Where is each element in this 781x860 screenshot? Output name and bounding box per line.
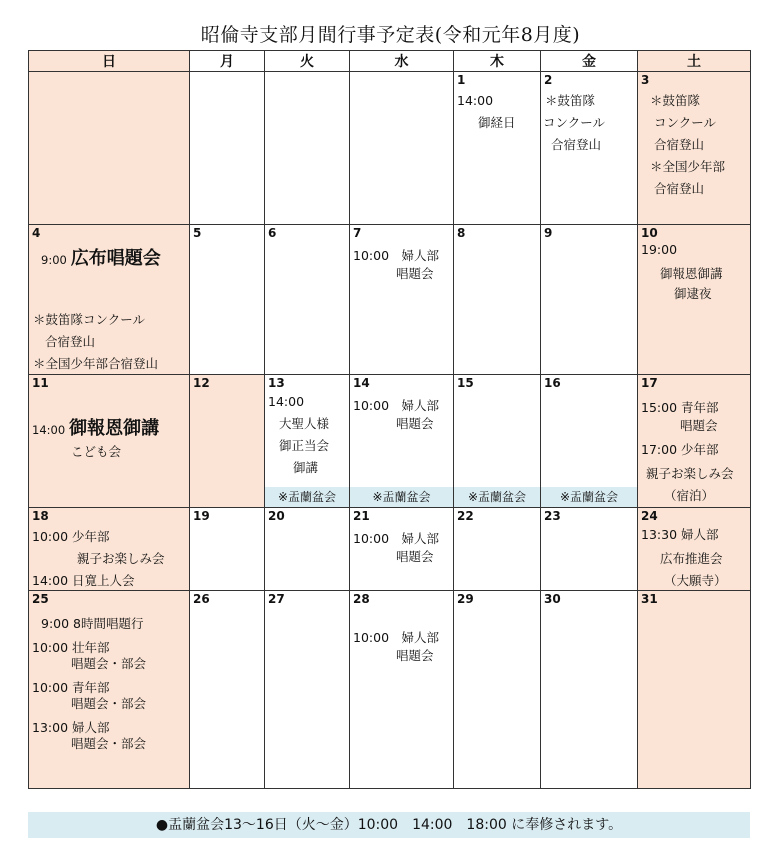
weekday-fri: 金 — [541, 51, 638, 72]
event-text: 10:00 婦人部 — [353, 248, 440, 263]
event-text: 唱題会 — [396, 266, 434, 281]
day-number: 9 — [544, 226, 553, 240]
event-text: 広布推進会 — [660, 551, 723, 566]
day-number: 29 — [457, 592, 474, 606]
event-text: 9:00 8時間唱題行 — [41, 616, 144, 631]
day-cell — [190, 225, 265, 375]
day-cell — [638, 375, 751, 508]
event-text: 14:00 日寛上人会 — [32, 573, 135, 588]
event-time: 19:00 — [641, 242, 678, 257]
day-cell — [454, 508, 541, 591]
day-number: 20 — [268, 509, 285, 523]
day-number: 24 — [641, 509, 658, 523]
event-text: 大聖人様 — [279, 416, 330, 431]
day-number: 5 — [193, 226, 202, 240]
event-text: 17:00 少年部 — [641, 442, 719, 457]
day-cell — [638, 225, 751, 375]
event-text: 唱題会 — [396, 549, 434, 564]
day-number: 7 — [353, 226, 362, 240]
day-number: 21 — [353, 509, 370, 523]
day-number: 26 — [193, 592, 210, 606]
day-cell — [350, 72, 454, 225]
event-text: 13:30 婦人部 — [641, 527, 719, 542]
day-cell — [350, 225, 454, 375]
day-cell — [265, 508, 350, 591]
footer-note: ●盂蘭盆会13～16日（火～金）10:00 14:00 18:00 に奉修されます。 — [28, 812, 750, 838]
event-text: ＊全国少年部 — [650, 159, 726, 174]
event-title: 広布唱題会 — [70, 248, 161, 269]
day-number: 17 — [641, 376, 658, 390]
day-cell — [638, 591, 751, 789]
event-text: 唱題会 — [680, 418, 718, 433]
weekday-thu: 木 — [454, 51, 541, 72]
event-text: 13:00 婦人部 — [32, 720, 110, 735]
weekday-tue: 火 — [265, 51, 350, 72]
event-text: 10:00 壮年部 — [32, 640, 110, 655]
event-text: こども会 — [71, 444, 122, 459]
event-text: 御講 — [293, 460, 319, 475]
day-cell — [454, 225, 541, 375]
day-cell — [541, 591, 638, 789]
event-text: コンクール — [543, 115, 606, 130]
day-number: 31 — [641, 592, 658, 606]
day-number: 8 — [457, 226, 466, 240]
day-cell — [29, 591, 190, 789]
day-cell — [265, 375, 350, 508]
event-text: 10:00 青年部 — [32, 680, 110, 695]
weekday-sun: 日 — [29, 51, 190, 72]
day-number: 14 — [353, 376, 370, 390]
day-number: 23 — [544, 509, 561, 523]
obon-banner: ※盂蘭盆会 — [350, 486, 453, 507]
day-number: 13 — [268, 376, 285, 390]
event-text: 15:00 青年部 — [641, 400, 719, 415]
event-text: ＊鼓笛隊 — [545, 93, 596, 108]
event-text: 合宿登山 — [654, 181, 705, 196]
weekday-wed: 水 — [350, 51, 454, 72]
event-text: （宿泊） — [664, 488, 715, 503]
day-cell — [350, 375, 454, 508]
event-text: 唱題会 — [396, 648, 434, 663]
obon-banner: ※盂蘭盆会 — [541, 486, 637, 507]
day-cell — [638, 72, 751, 225]
event-text: 10:00 婦人部 — [353, 531, 440, 546]
day-cell — [265, 72, 350, 225]
calendar-table — [28, 50, 751, 789]
day-cell — [541, 225, 638, 375]
event-time: 14:00 — [268, 394, 305, 409]
day-cell — [190, 72, 265, 225]
day-number: 3 — [641, 73, 650, 87]
day-number: 15 — [457, 376, 474, 390]
event-time: 14:00 — [32, 423, 66, 437]
day-cell — [29, 375, 190, 508]
day-number: 16 — [544, 376, 561, 390]
event-text: （大願寺） — [664, 573, 727, 588]
day-number: 30 — [544, 592, 561, 606]
page-title: 昭倫寺支部月間行事予定表(令和元年8月度) — [200, 24, 581, 46]
day-cell — [29, 508, 190, 591]
day-number: 11 — [32, 376, 49, 390]
day-cell — [350, 591, 454, 789]
event-text: 10:00 少年部 — [32, 529, 110, 544]
day-cell — [541, 508, 638, 591]
event-text: ＊鼓笛隊 — [650, 93, 701, 108]
event-text: 10:00 婦人部 — [353, 398, 440, 413]
event-text: 唱題会・部会 — [71, 656, 147, 671]
day-cell — [190, 375, 265, 508]
day-cell — [29, 225, 190, 375]
day-cell — [265, 591, 350, 789]
day-cell — [350, 508, 454, 591]
event-text: 合宿登山 — [45, 334, 96, 349]
event-title: 御報恩御講 — [69, 418, 160, 439]
day-number: 1 — [457, 73, 466, 87]
day-number: 12 — [193, 376, 210, 390]
event-text: 唱題会 — [396, 416, 434, 431]
day-cell — [190, 591, 265, 789]
event-time: 14:00 — [457, 93, 494, 108]
event-text: 御経日 — [478, 115, 516, 130]
day-cell — [454, 72, 541, 225]
day-cell — [29, 72, 190, 225]
day-number: 6 — [268, 226, 277, 240]
event-text: 唱題会・部会 — [71, 696, 147, 711]
week-row — [29, 72, 751, 225]
day-cell — [638, 508, 751, 591]
day-cell — [265, 225, 350, 375]
day-number: 4 — [32, 226, 41, 240]
day-number: 28 — [353, 592, 370, 606]
obon-banner: ※盂蘭盆会 — [454, 486, 540, 507]
day-number: 2 — [544, 73, 553, 87]
event-text: 唱題会・部会 — [71, 736, 147, 751]
day-number: 10 — [641, 226, 658, 240]
day-number: 19 — [193, 509, 210, 523]
weekday-sat: 土 — [638, 51, 751, 72]
event-text: コンクール — [654, 115, 717, 130]
week-row — [29, 591, 751, 789]
week-row — [29, 375, 751, 508]
obon-banner: ※盂蘭盆会 — [265, 486, 349, 507]
day-cell — [454, 375, 541, 508]
day-number: 25 — [32, 592, 49, 606]
event-text: 10:00 婦人部 — [353, 630, 440, 645]
event-text: ＊鼓笛隊コンクール — [33, 312, 146, 327]
event-text: 親子お楽しみ会 — [77, 551, 165, 566]
event-text: 御正当会 — [279, 438, 330, 453]
event-time: 9:00 — [41, 253, 67, 267]
event-text: 親子お楽しみ会 — [646, 466, 734, 481]
day-cell — [541, 375, 638, 508]
event-text: 御逮夜 — [674, 286, 712, 301]
event-text: ＊全国少年部合宿登山 — [33, 356, 159, 371]
day-cell — [190, 508, 265, 591]
weekday-header-row — [29, 51, 751, 72]
weekday-mon: 月 — [190, 51, 265, 72]
day-number: 27 — [268, 592, 285, 606]
day-number: 22 — [457, 509, 474, 523]
day-cell — [541, 72, 638, 225]
event-text: 合宿登山 — [654, 137, 705, 152]
day-cell — [454, 591, 541, 789]
week-row — [29, 508, 751, 591]
day-number: 18 — [32, 509, 49, 523]
event-text: 合宿登山 — [551, 137, 602, 152]
event-text: 御報恩御講 — [660, 266, 723, 281]
week-row — [29, 225, 751, 375]
